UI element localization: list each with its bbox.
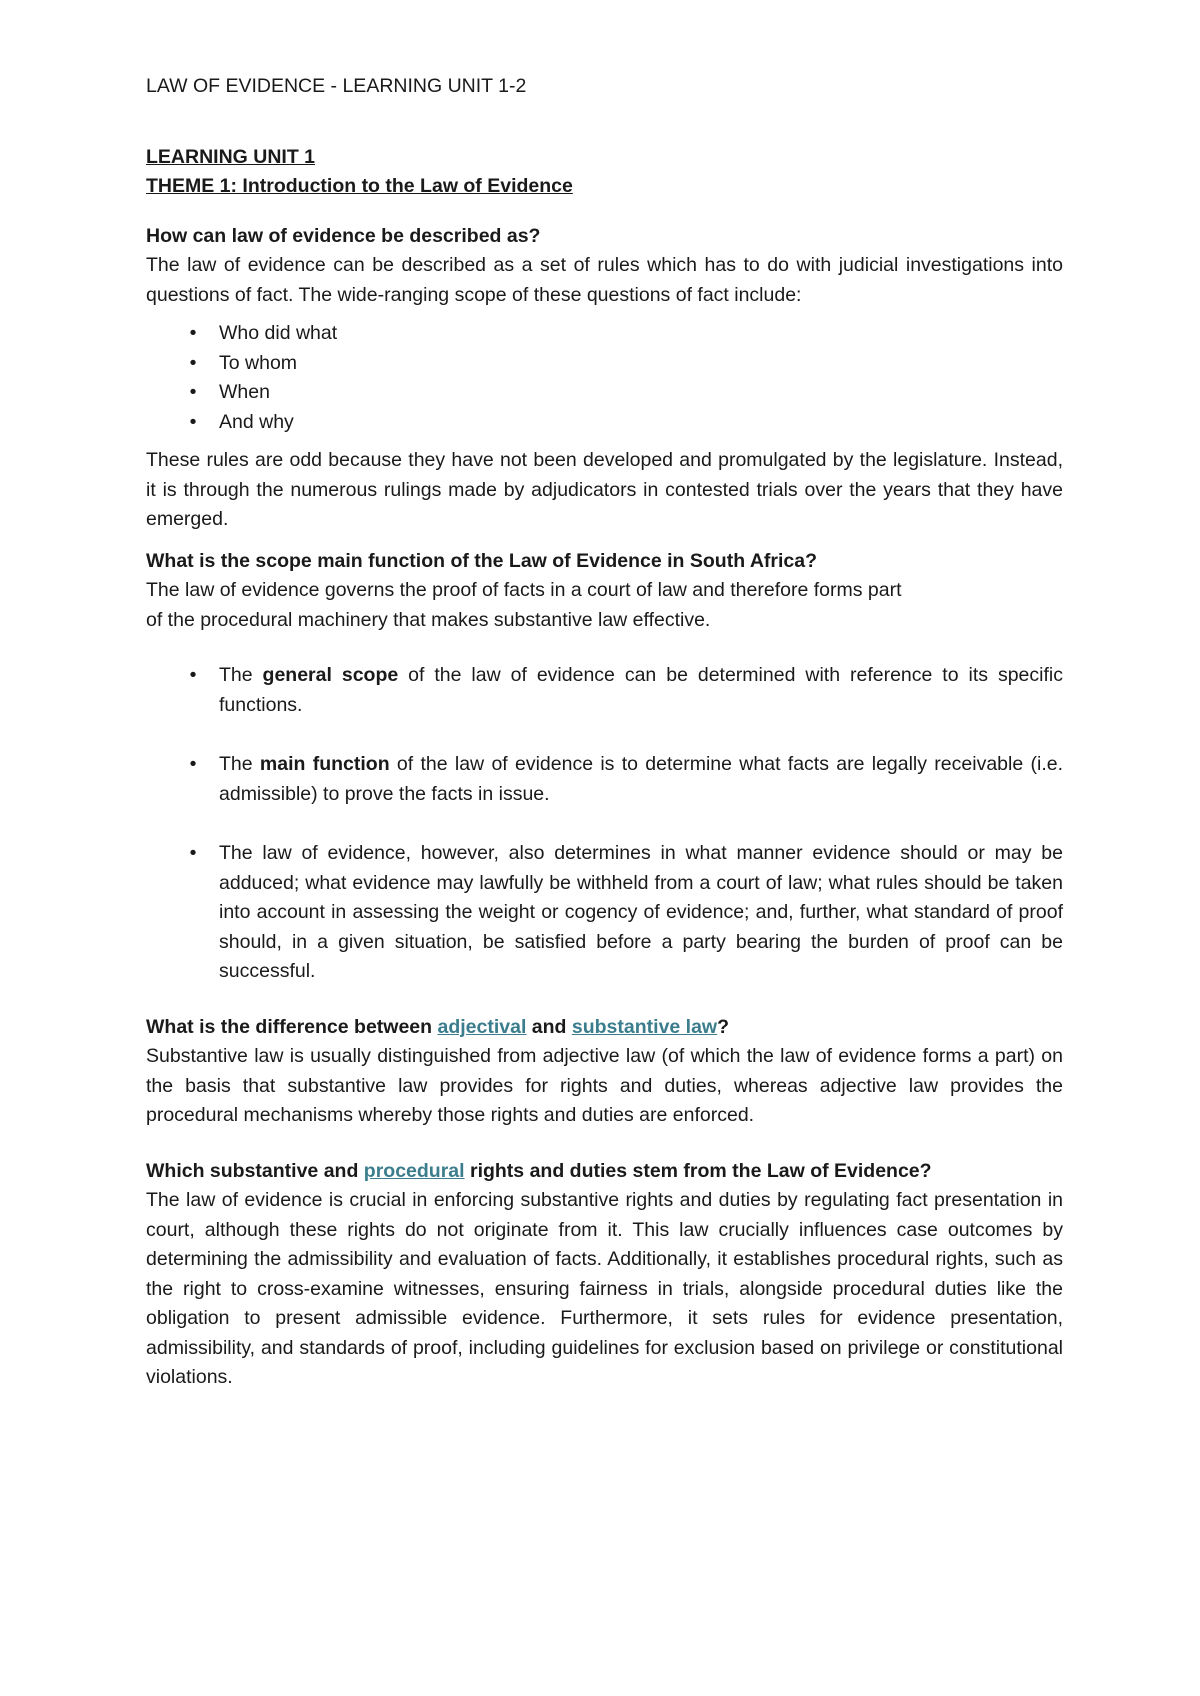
text: The	[219, 753, 260, 775]
question-heading-rights-duties	[146, 1157, 1063, 1187]
question-heading-describe: How can law of evidence be described as?	[146, 224, 541, 247]
list-item-text: To whom	[219, 351, 298, 374]
paragraph-scope-line-1: The law of evidence governs the proof of facts in a court of law and therefore forms part	[146, 579, 902, 601]
paragraph-definition: The law of evidence can be described as a set of rules which has to do with judicial investigations into questions of fact. The wide-ranging scope of these questions of fact include:	[146, 254, 1063, 306]
text: ?	[717, 1015, 730, 1038]
question-heading-difference	[146, 1013, 1063, 1043]
text: of the law of evidence can be determined with reference to its specific functions.	[219, 664, 1063, 716]
list-item	[146, 378, 1063, 408]
document-page	[146, 72, 1063, 1393]
bullet-icon: •	[189, 322, 197, 344]
running-header: LAW OF EVIDENCE - LEARNING UNIT 1-2	[146, 75, 527, 97]
text: The	[219, 664, 263, 686]
bullet-icon: •	[189, 381, 197, 403]
link-adjectival[interactable]: adjectival	[437, 1015, 527, 1038]
term-general-scope: general scope	[262, 664, 399, 686]
link-substantive-law[interactable]: substantive law	[571, 1015, 718, 1038]
scope-functions-list	[146, 661, 1063, 987]
bullet-icon: •	[189, 351, 197, 374]
paragraph-origin-of-rules: These rules are odd because they have not been developed and promulgated by the legislature. Instead, it is through the numerous rulings made by adjudicators in contested trials over the years that they have emerged.	[146, 449, 1063, 530]
text: The law of evidence, however, also determines in what manner evidence should or may be adduced; what evidence may lawfully be withheld from a court of law; what rules should be taken into account in assessing the weight or cogency of evidence; and, further, what standard of proof should, in a given situation, be satisfied before a party bearing the burden of proof can be successful.	[219, 842, 1063, 982]
list-item-text: Who did what	[219, 322, 338, 344]
unit-title: LEARNING UNIT 1	[146, 145, 316, 168]
text: What is the difference between	[146, 1015, 438, 1038]
list-item-text: When	[219, 381, 270, 403]
paragraph-difference: Substantive law is usually distinguished from adjective law (of which the law of evidence forms a part) on the basis that substantive law provides for rights and duties, whereas adjective law provides the procedural mechanisms whereby those rights and duties are enforced.	[146, 1045, 1063, 1126]
paragraph-rights-duties: The law of evidence is crucial in enforcing substantive rights and duties by regulating fact presentation in court, although these rights do not originate from it. This law crucially influences case outcomes by determining the admissibility and evaluation of facts. Additionally, it establishes procedural rights, such as the right to cross-examine witnesses, ensuring fairness in trials, alongside procedural duties like the obligation to present admissible evidence. Furthermore, it sets rules for evidence presentation, admissibility, and standards of proof, including guidelines for exclusion based on privilege or constitutional violations.	[146, 1189, 1063, 1388]
bullet-icon: •	[189, 664, 197, 686]
question-heading-scope: What is the scope main function of the Law of Evidence in South Africa?	[146, 549, 817, 572]
list-item-text: And why	[219, 410, 294, 433]
theme-title: THEME 1: Introduction to the Law of Evidence	[146, 175, 573, 197]
bullet-icon: •	[189, 842, 197, 864]
text: rights and duties stem from the Law of Evidence?	[464, 1159, 932, 1182]
list-item	[146, 349, 1063, 379]
list-item-main-function	[146, 750, 1063, 809]
bullet-icon: •	[189, 410, 197, 433]
link-procedural[interactable]: procedural	[363, 1159, 465, 1182]
bullet-icon: •	[189, 753, 197, 775]
text: of the law of evidence is to determine what facts are legally receivable (i.e. admissible) to prove the facts in issue.	[219, 753, 1063, 805]
text: Which substantive and	[146, 1159, 364, 1182]
list-item-other-functions	[146, 839, 1063, 987]
list-item	[146, 408, 1063, 438]
term-main-function: main function	[259, 753, 390, 775]
text: and	[526, 1015, 572, 1038]
paragraph-scope-line-2: of the procedural machinery that makes substantive law effective.	[146, 608, 711, 631]
list-item-general-scope	[146, 661, 1063, 720]
questions-of-fact-list	[146, 319, 1063, 437]
list-item	[146, 319, 1063, 349]
